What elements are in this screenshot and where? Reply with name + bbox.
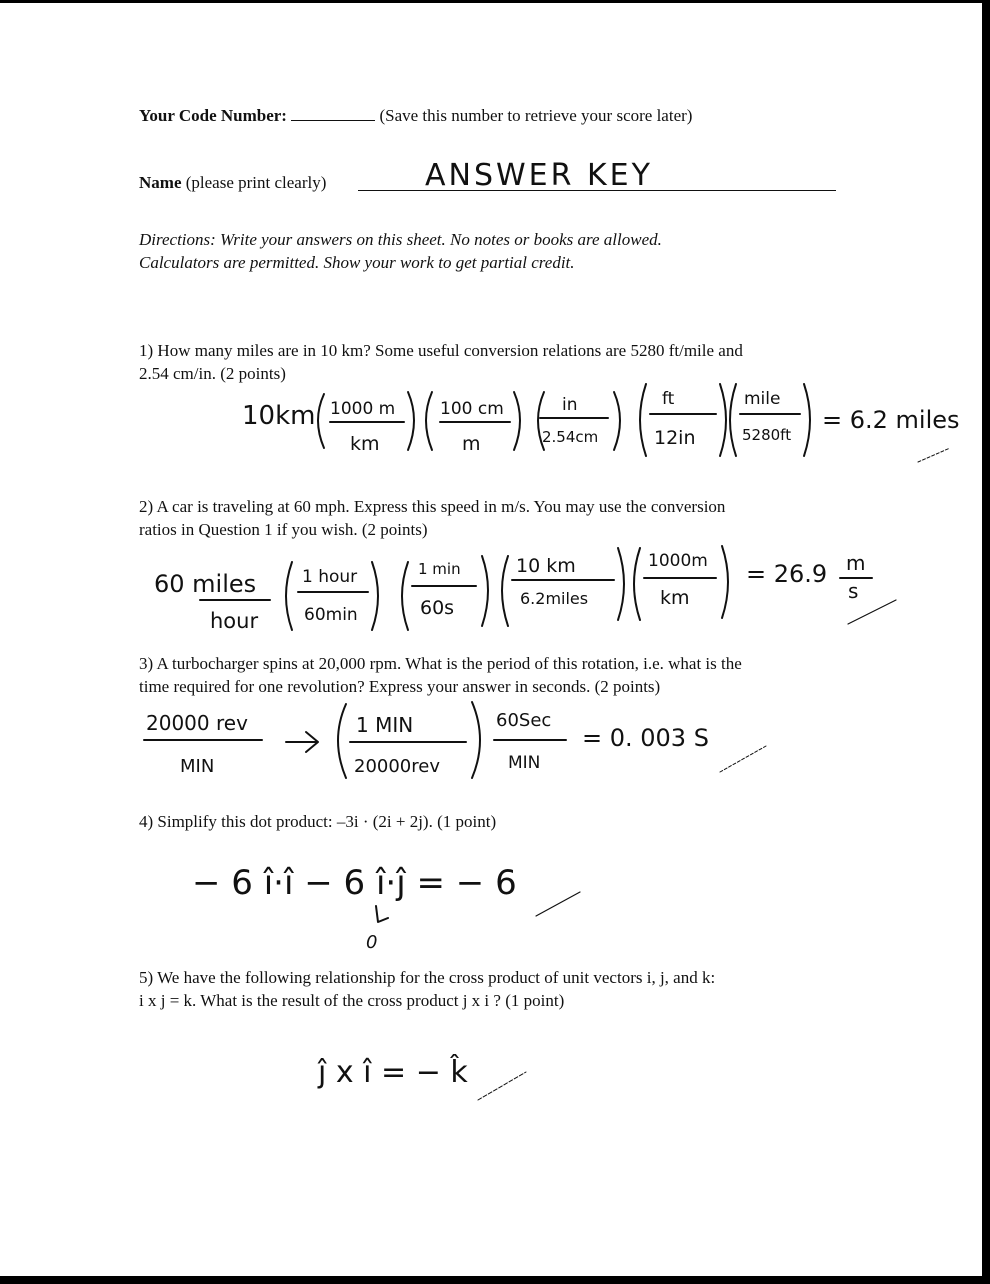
code-number-label: Your Code Number: [139, 106, 287, 125]
arrow [286, 732, 318, 752]
q3-f1-den: 20000rev [354, 756, 440, 777]
q5-expression: ĵ x î = − k̂ [318, 1055, 468, 1090]
paren [286, 562, 292, 630]
paren [482, 556, 488, 626]
q2-start-num: 60 miles [154, 570, 257, 598]
name-label: Name [139, 173, 182, 192]
question-5-line-1: 5) We have the following relationship for the cross product of unit vectors i, j, and k: [139, 968, 716, 987]
check-mark [536, 892, 580, 916]
paren [722, 546, 728, 618]
check-mark [918, 448, 950, 462]
q3-f1-num: 1 MIN [356, 713, 414, 737]
paren [502, 556, 508, 626]
q3-start-den: MIN [180, 756, 215, 777]
paren [634, 548, 640, 620]
paren [614, 392, 620, 450]
question-2-line-2: ratios in Question 1 if you wish. (2 points) [139, 520, 428, 539]
q1-f1-num: 1000 m [330, 399, 396, 419]
name-hint: (please print clearly) [185, 173, 327, 192]
underbrace [376, 906, 388, 922]
q1-work [242, 384, 960, 462]
q1-f2-den: m [462, 433, 481, 455]
paren [426, 392, 432, 450]
q2-f4-den: km [660, 587, 690, 609]
q2-f4-num: 1000m [648, 551, 708, 571]
q2-answer: = 26.9 [746, 560, 828, 588]
q1-f3-den: 2.54cm [542, 428, 599, 446]
paren [372, 562, 378, 630]
q2-unit-den: s [848, 579, 859, 603]
paren [640, 384, 646, 456]
q3-work [144, 702, 766, 778]
paren [472, 702, 480, 778]
q1-start: 10km [242, 401, 316, 431]
paren [618, 548, 624, 620]
q3-answer: = 0. 003 S [582, 724, 709, 752]
paren [338, 704, 346, 778]
question-5-line-2: i x j = k. What is the result of the cross product j x i ? (1 point) [139, 991, 565, 1010]
question-4-line-1: 4) Simplify this dot product: –3i · (2i + 2j). (1 point) [139, 812, 497, 831]
q1-f3-num: in [562, 395, 578, 415]
paren [730, 384, 736, 456]
q4-work [192, 863, 580, 953]
q1-f4-den: 12in [654, 427, 696, 449]
q2-unit-num: m [846, 551, 866, 575]
paren [804, 384, 810, 456]
q1-f5-num: mile [744, 389, 781, 409]
q4-note: 0 [366, 932, 378, 953]
paren [402, 562, 408, 630]
question-2-line-1: 2) A car is traveling at 60 mph. Express this speed in m/s. You may use the conversion [139, 497, 726, 516]
name-handwritten: ANSWER KEY [425, 158, 653, 193]
q1-f4-num: ft [662, 389, 675, 409]
paren [408, 392, 414, 450]
question-1-line-1: 1) How many miles are in 10 km? Some useful conversion relations are 5280 ft/mile and [139, 341, 743, 360]
q1-f2-num: 100 cm [440, 399, 504, 419]
q2-f2-num: 1 min [418, 560, 461, 578]
check-mark [720, 746, 766, 772]
q2-start-den: hour [210, 609, 259, 633]
directions-line-1: Directions: Write your answers on this sheet. No notes or books are allowed. [139, 230, 662, 249]
check-mark [478, 1072, 526, 1100]
question-3-line-1: 3) A turbocharger spins at 20,000 rpm. What is the period of this rotation, i.e. what is the [139, 654, 742, 673]
paren [514, 392, 520, 450]
directions-line-2: Calculators are permitted. Show your work to get partial credit. [139, 253, 575, 272]
q3-f2-den: MIN [508, 753, 541, 773]
code-number-note: (Save this number to retrieve your score later) [379, 106, 693, 125]
q4-expression: − 6 î·î − 6 î·ĵ = − 6 [192, 863, 517, 903]
q2-f1-den: 60min [304, 605, 358, 625]
question-3-line-2: time required for one revolution? Express your answer in seconds. (2 points) [139, 677, 661, 696]
q5-work [317, 1054, 526, 1100]
q3-start-num: 20000 rev [146, 711, 248, 735]
q1-f1-den: km [350, 433, 380, 455]
q2-f2-den: 60s [420, 597, 455, 619]
check-mark [848, 600, 896, 624]
q2-work [154, 546, 896, 633]
paren [720, 384, 726, 456]
q2-f1-num: 1 hour [302, 567, 358, 587]
question-1-line-2: 2.54 cm/in. (2 points) [139, 364, 286, 383]
q3-f2-num: 60Sec [496, 710, 552, 731]
q1-f5-den: 5280ft [742, 426, 792, 444]
paren [318, 394, 324, 448]
q2-f3-den: 6.2miles [520, 589, 589, 608]
q1-answer: = 6.2 miles [822, 406, 960, 434]
q2-f3-num: 10 km [516, 555, 576, 577]
